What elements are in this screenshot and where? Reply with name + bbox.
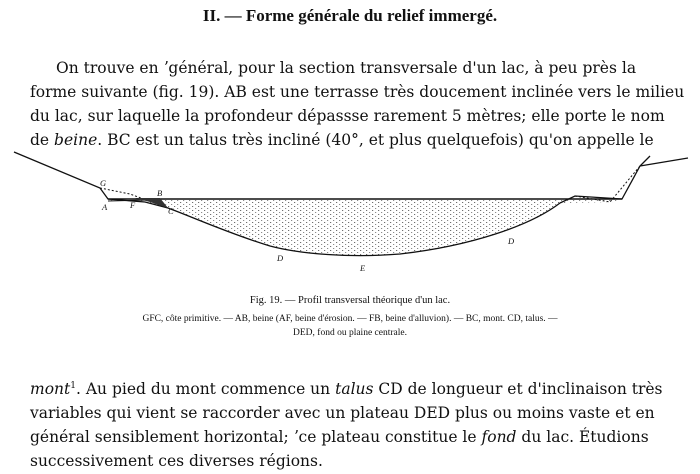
term-mont: mont (30, 380, 71, 399)
label-F: F (130, 200, 136, 210)
label-D-left: D (277, 253, 284, 263)
term-beine: beine (54, 131, 98, 149)
label-C: C (168, 206, 174, 216)
section-heading: II. — Forme générale du relief immergé. (202, 6, 498, 25)
figure-caption-body (0, 312, 700, 340)
caption-line: DED, fond ou plaine centrale. (293, 328, 407, 338)
paragraph-line: général sensiblement horizontal; ʼce plateau constitue le fond du lac. Étudions (30, 428, 649, 447)
paragraph-line: On trouve en ʼgénéral, pour la section transversale d'un lac, à peu près la (56, 59, 637, 77)
caption-line: GFC, côte primitive. — AB, beine (AF, beine d'érosion. — FB, beine d'alluvion). — BC, mont. CD, talus. — (142, 314, 558, 324)
label-G: G (100, 178, 107, 188)
term-fond: fond (481, 428, 517, 447)
paragraph-line: mont$^1$. Au pied du mont commence un talus CD de longueur et d'inclinaison très (30, 380, 663, 399)
label-B: B (157, 188, 163, 198)
paragraph-line: successivement ces diverses régions. (30, 452, 323, 471)
paragraph-line: variables qui vient se raccorder avec un plateau DED plus ou moins vaste et en (30, 404, 655, 423)
footnote-ref: 1 (70, 381, 76, 391)
paragraph-line: du lac, sur laquelle la profondeur dépassse rarement 5 mètres; elle porte le nom (30, 107, 665, 125)
right-bank-line (560, 156, 650, 203)
paragraph-intro (30, 56, 685, 152)
water-body (108, 199, 622, 256)
term-talus: talus (335, 380, 374, 399)
figure-caption-title: Fig. 19. — Profil transversal théorique d'un lac. (249, 295, 451, 306)
lake-profile-figure (0, 146, 700, 286)
paragraph-continuation (30, 374, 663, 473)
paragraph-line: de beine. BC est un talus très incliné (40°, et plus quelquefois) qu'on appelle le (30, 131, 654, 149)
paragraph-line: forme suivante (fig. 19). AB est une terrasse très doucement inclinée vers le milieu (30, 83, 685, 101)
label-A: A (102, 202, 108, 212)
label-E: E (360, 263, 366, 273)
label-D-right: D (508, 236, 515, 246)
